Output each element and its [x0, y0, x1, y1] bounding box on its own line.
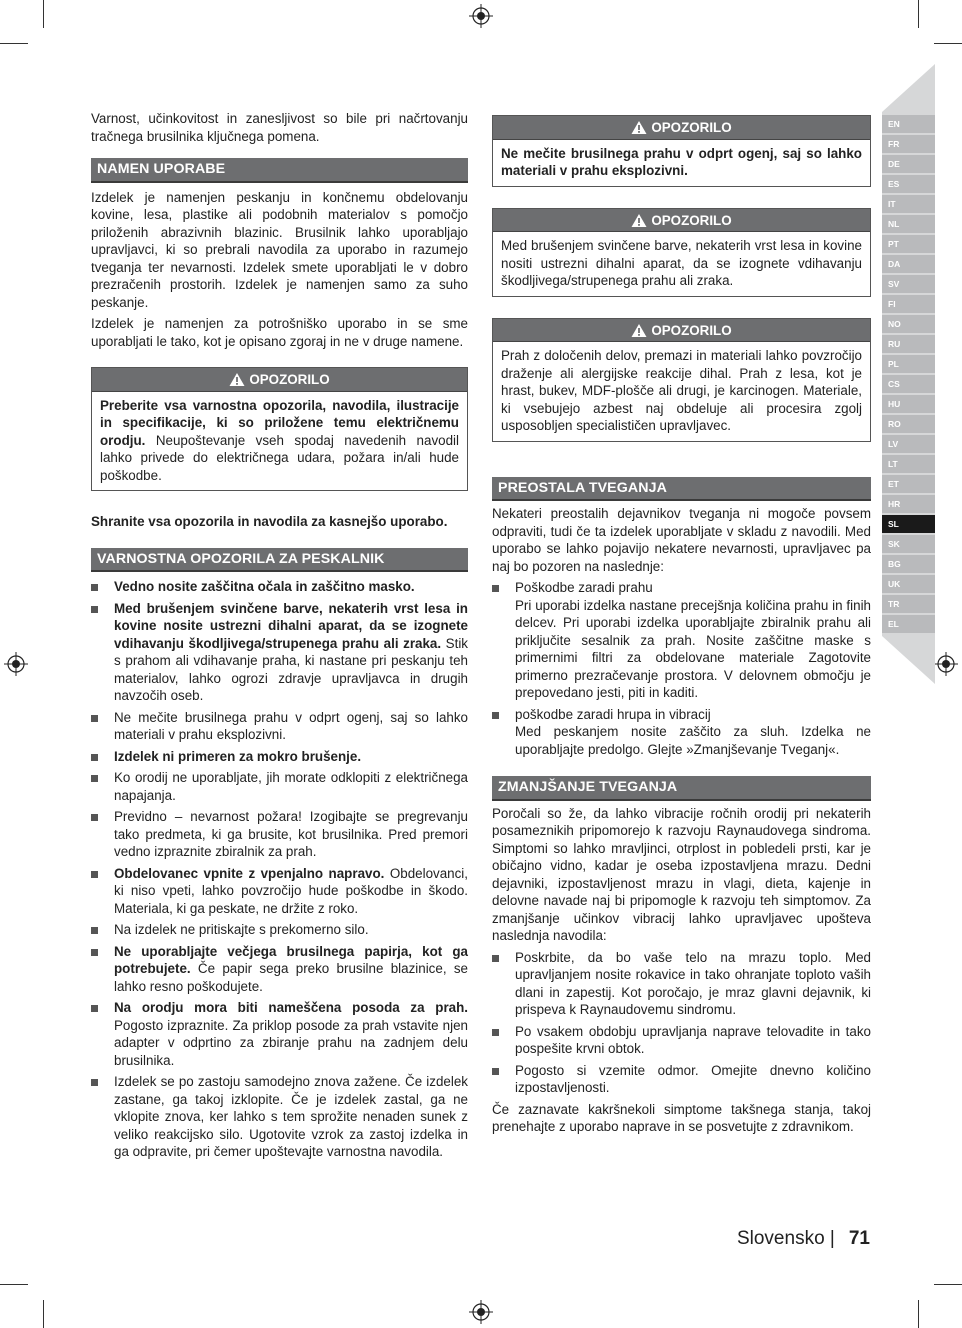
language-tab-pl[interactable]: PL	[882, 355, 935, 373]
preostala-paragraph: Nekateri preostalih dejavnikov tveganja ni mogoče povsem odpraviti, tudi če ta izdelek uporabljate v skladu z navodili. Med uporabo se lahko pojavijo nekatere nevarnosti, upravljavec pa naj bo pozoren na naslednje:	[492, 506, 871, 574]
warning-title: OPOZORILO	[249, 372, 330, 387]
bullet-square-icon	[492, 955, 499, 962]
bullet-square-icon	[91, 814, 98, 821]
warning-header	[493, 209, 870, 233]
footer-language: Slovensko |	[736, 1228, 835, 1249]
registration-mark-icon	[469, 1300, 493, 1324]
bullet-square-icon	[91, 775, 98, 782]
language-tab-et[interactable]: ET	[882, 475, 935, 493]
language-tab-ru[interactable]: RU	[882, 335, 935, 353]
item-text: Če papir sega preko brusilne blazinice, se lahko resno poškodujete.	[114, 961, 468, 994]
language-tab-da[interactable]: DA	[882, 255, 935, 273]
item-text: Previdno – nevarnost požara! Izogibajte se pregrevanju tako predmeta, ki ga brusite, kot brusilnika. Pred premori vedno izpraznite zbiralnik za prah.	[114, 809, 468, 859]
warning-triangle-icon	[631, 213, 647, 228]
bullet-square-icon	[492, 1068, 499, 1075]
list-item	[91, 578, 468, 596]
zmanjsanje-paragraph: Poročali so že, da lahko vibracije ročnih orodij pri nekaterih posameznikih pripomorejo k razvoju Raynaudovega sindroma. Simptomi so lahko mravljinci, otrplost in pobledeli prsti, kar je običajno vidno, kadar je oseba izpostavljena mrazu. Dedni dejavniki, izpostavljenost mrazu in vlagi, dieta, kajenje in delovne navade naj bi pripomogle k razvoju teh simptomov. Za zmanjšanje učinkov vibracij lahko upravljavec upošteva naslednja navodila:	[492, 805, 871, 943]
item-text: Stik s prahom ali vdihavanje praha, ki nastane pri peskanju teh materialov, lahko ogrozi zdravje upravljavca in drugih navzočih oseb.	[114, 635, 468, 703]
language-tab-lt[interactable]: LT	[882, 455, 935, 473]
bullet-square-icon	[91, 949, 98, 956]
section-heading-zmanjsanje: ZMANJŠANJE TVEGANJA	[492, 776, 871, 801]
language-tab-tr[interactable]: TR	[882, 595, 935, 613]
language-tab-sv[interactable]: SV	[882, 275, 935, 293]
language-tab-nl[interactable]: NL	[882, 215, 935, 233]
language-tab-it[interactable]: IT	[882, 195, 935, 213]
warning-title: OPOZORILO	[651, 322, 732, 338]
section-heading-namen: NAMEN UPORABE	[91, 158, 468, 183]
crop-mark	[0, 1284, 28, 1285]
warning-title: OPOZORILO	[651, 212, 732, 228]
item-bold-text: Obdelovanec vpnite z vpenjalno napravo.	[114, 865, 385, 881]
list-item	[91, 999, 468, 1069]
list-item	[91, 808, 468, 861]
language-tab-el[interactable]: EL	[882, 615, 935, 633]
list-item	[492, 949, 871, 1019]
crop-mark	[43, 0, 44, 28]
bullet-square-icon	[91, 927, 98, 934]
list-item	[91, 865, 468, 918]
item-title: Poškodbe zaradi prahu	[515, 580, 653, 595]
list-item	[91, 769, 468, 804]
warning-box	[91, 367, 468, 491]
language-tab-fi[interactable]: FI	[882, 295, 935, 313]
section-heading-varnostna: VARNOSTNA OPOZORILA ZA PESKALNIK	[91, 548, 468, 573]
list-item	[91, 1073, 468, 1161]
crop-mark	[0, 43, 28, 44]
language-tab-no[interactable]: NO	[882, 315, 935, 333]
language-tab-en[interactable]: EN	[882, 115, 935, 133]
warning-body: Prah z določenih delov, premazi in materiali lahko povzročijo draženje ali alergijske reakcije dihal. Prah z lesa, kot je hrast, bukev, MDF-plošče ali drugi, je karcinogen. Materiale, ki vsebujejo azbest naj obdeluje ali procesira zgolj usposobljen specialističen upravljavec.	[501, 348, 862, 433]
registration-mark-icon	[4, 652, 28, 676]
warning-body	[92, 392, 467, 491]
item-text: Med peskanjem nosite zaščito za sluh. Izdelka ne uporabljajte predolgo. Glejte »Zmanjševanje Tveganj«.	[515, 724, 871, 757]
language-tab-pt[interactable]: PT	[882, 235, 935, 253]
warning-triangle-icon	[631, 120, 647, 135]
warning-bold-text: Preberite vsa varnostna opozorila, navodila, ilustracije in specifikacije, ki so priložene temu električnemu orodju.	[100, 397, 459, 448]
language-tab-fr[interactable]: FR	[882, 135, 935, 153]
warning-body: Med brušenjem svinčene barve, nekaterih vrst lesa in kovine nositi ustrezni dihalni aparat, da se izognete vdihavanju škodljivega/strupenega prahu ali zraka.	[501, 238, 862, 288]
language-tabs	[882, 115, 935, 635]
item-text: Pogosto si vzemite odmor. Omejite dnevno količino izpostavljenosti.	[515, 1062, 871, 1095]
crop-mark	[934, 1284, 962, 1285]
bullet-square-icon	[91, 584, 98, 591]
warning-normal-text: Neupoštevanje vseh spodaj navedenih navodil lahko privede do električnega udara, požara in/ali hude poškodbe.	[100, 432, 459, 483]
language-tab-ro[interactable]: RO	[882, 415, 935, 433]
bullet-square-icon	[492, 1029, 499, 1036]
item-text: Pri uporabi izdelka nastane precejšnja količina prahu in finih delcev. Pri uporabi izdelka uporabljajte zbiralnik prahu ali priključite sesalnik za prah. Nosite zaščitne maske s primernimi filtri za obdelovane materiale Zagotovite primerno prezračevanje prostora. V delovnem območju je prepovedano jesti, piti in kaditi.	[515, 597, 871, 700]
crop-mark	[918, 1300, 919, 1328]
warning-triangle-icon	[229, 372, 245, 387]
language-tab-es[interactable]: ES	[882, 175, 935, 193]
item-bold-text: Ne uporabljajte večjega brusilnega papirja, kot ga potrebujete.	[114, 943, 468, 976]
namen-paragraph-1: Izdelek je namenjen peskanju in končnemu obdelovanju kovine, lesa, plastike ali podobnih materialov s pomočjo priloženih abrazivnih blazinic. Brusilnik lahko uporabljajo upravljavci, ki so prebrali navodila za uporabo in razumejo tveganja ter nevarnosti. Izdelek smete uporabljati le v dobro prezračenih prostorih. Izdelek je namenjen samo za suho peskanje.	[91, 189, 468, 310]
item-text: Izdelek se po zastoju samodejno znova zažene. Če izdelek zastane, ga takoj izklopite. Če je izdelek zastal, ga ne vklopite znova, ker lahko s tem sprožite nenaden sunek z veliko reakcijsko silo. Ugotovite vzrok za zastoj izdelka in ga odpravite, pri čemer upoštevajte varnostna navodila.	[114, 1074, 468, 1159]
warning-header	[92, 368, 467, 392]
item-text: Pogosto izpraznite. Za priklop posode za prah vstavite njen adapter v odprtino za zbiranje prahu na zadnjem delu brusilnika.	[114, 1017, 468, 1068]
bullet-square-icon	[91, 1079, 98, 1086]
zmanjsanje-closing: Če zaznavate kakršnekoli simptome takšnega stanja, takoj prenehajte z uporabo naprave in se posvetujte z zdravnikom.	[492, 1101, 871, 1134]
item-bold-text: Izdelek ni primeren za mokro brušenje.	[114, 748, 362, 764]
warning-triangle-icon	[631, 323, 647, 338]
keep-instructions: Shranite vsa opozorila in navodila za kasnejšo uporabo.	[91, 514, 448, 529]
language-tab-hr[interactable]: HR	[882, 495, 935, 513]
list-item	[91, 600, 468, 705]
item-text: Na izdelek ne pritiskajte s prekomerno silo.	[114, 922, 369, 937]
namen-paragraph-2: Izdelek je namenjen za potrošniško uporabo in se sme uporabljati le tako, kot je opisano zgoraj in ne v druge namene.	[91, 316, 468, 349]
crop-mark	[43, 1300, 44, 1328]
item-text: Po vsakem obdobju upravljanja naprave telovadite in tako pospešite krvni obtok.	[515, 1023, 871, 1056]
page-footer	[737, 1230, 870, 1248]
item-bold-text: Med brušenjem svinčene barve, nekaterih vrst lesa in kovine nosite ustrezni dihalni aparat, da se izognete vdihavanju škodljivega/strupenega prahu ali zraka.	[114, 600, 468, 651]
safety-list	[91, 578, 468, 1161]
bullet-square-icon	[91, 1005, 98, 1012]
language-tab-bg[interactable]: BG	[882, 555, 935, 573]
right-column	[492, 115, 871, 1140]
reduction-list	[492, 949, 871, 1097]
warning-body: Ne mečite brusilnega prahu v odprt ogenj, saj so lahko materiali v prahu eksplozivni.	[501, 145, 862, 178]
crop-mark	[934, 43, 962, 44]
list-item	[91, 709, 468, 744]
bullet-square-icon	[492, 712, 499, 719]
language-tab-sk[interactable]: SK	[882, 535, 935, 553]
warning-box	[492, 115, 871, 187]
intro-text: Varnost, učinkovitost in zanesljivost so bile pri načrtovanju tračnega brusilnika ključnega pomena.	[91, 111, 468, 144]
list-item	[492, 579, 871, 702]
language-tab-cs[interactable]: CS	[882, 375, 935, 393]
risk-list	[492, 579, 871, 758]
bullet-square-icon	[91, 606, 98, 613]
item-text: Ne mečite brusilnega prahu v odprt ogenj, saj so lahko materiali v prahu eksplozivni.	[114, 709, 468, 742]
bullet-square-icon	[91, 871, 98, 878]
item-bold-text: Vedno nosite zaščitna očala in zaščitno masko.	[114, 579, 415, 594]
list-item	[91, 921, 468, 939]
warning-box	[492, 208, 871, 297]
list-item	[91, 748, 468, 766]
item-text: Obdelovanci, ki niso vpeti, lahko povzročijo hude poškodbe in škodo. Materiala, ki ga peskate, ne držite z roko.	[114, 865, 468, 916]
item-title: poškodbe zaradi hrupa in vibracij	[515, 706, 711, 722]
warning-header	[493, 319, 870, 343]
list-item	[91, 943, 468, 996]
crop-mark	[918, 0, 919, 28]
language-tab-uk[interactable]: UK	[882, 575, 935, 593]
list-item	[492, 1062, 871, 1097]
list-item	[492, 706, 871, 759]
bullet-square-icon	[91, 715, 98, 722]
section-heading-preostala: PREOSTALA TVEGANJA	[492, 477, 871, 502]
warning-header	[493, 116, 870, 140]
language-tab-lv[interactable]: LV	[882, 435, 935, 453]
bullet-square-icon	[492, 585, 499, 592]
page-number: 71	[848, 1228, 870, 1249]
registration-mark-icon	[469, 4, 493, 28]
left-column	[91, 110, 468, 1165]
warning-title: OPOZORILO	[651, 120, 732, 135]
item-text: Poskrbite, da bo vaše telo na mrazu toplo. Med upravljanjem nosite rokavice in tako ohranjate toploto vaših dlani in zapestij. Kot poročajo, je mraz glavni dejavnik, ki prispeva k Raynaudovemu sindromu.	[515, 949, 871, 1017]
item-text: Ko orodij ne uporabljate, jih morate odklopiti z električnega napajanja.	[114, 770, 468, 803]
list-item	[492, 1023, 871, 1058]
warning-box	[492, 318, 871, 442]
bullet-square-icon	[91, 754, 98, 761]
language-tab-sl[interactable]: SL	[882, 515, 935, 533]
language-tab-de[interactable]: DE	[882, 155, 935, 173]
language-tab-hu[interactable]: HU	[882, 395, 935, 413]
item-bold-text: Na orodju mora biti nameščena posoda za prah.	[114, 1000, 468, 1015]
